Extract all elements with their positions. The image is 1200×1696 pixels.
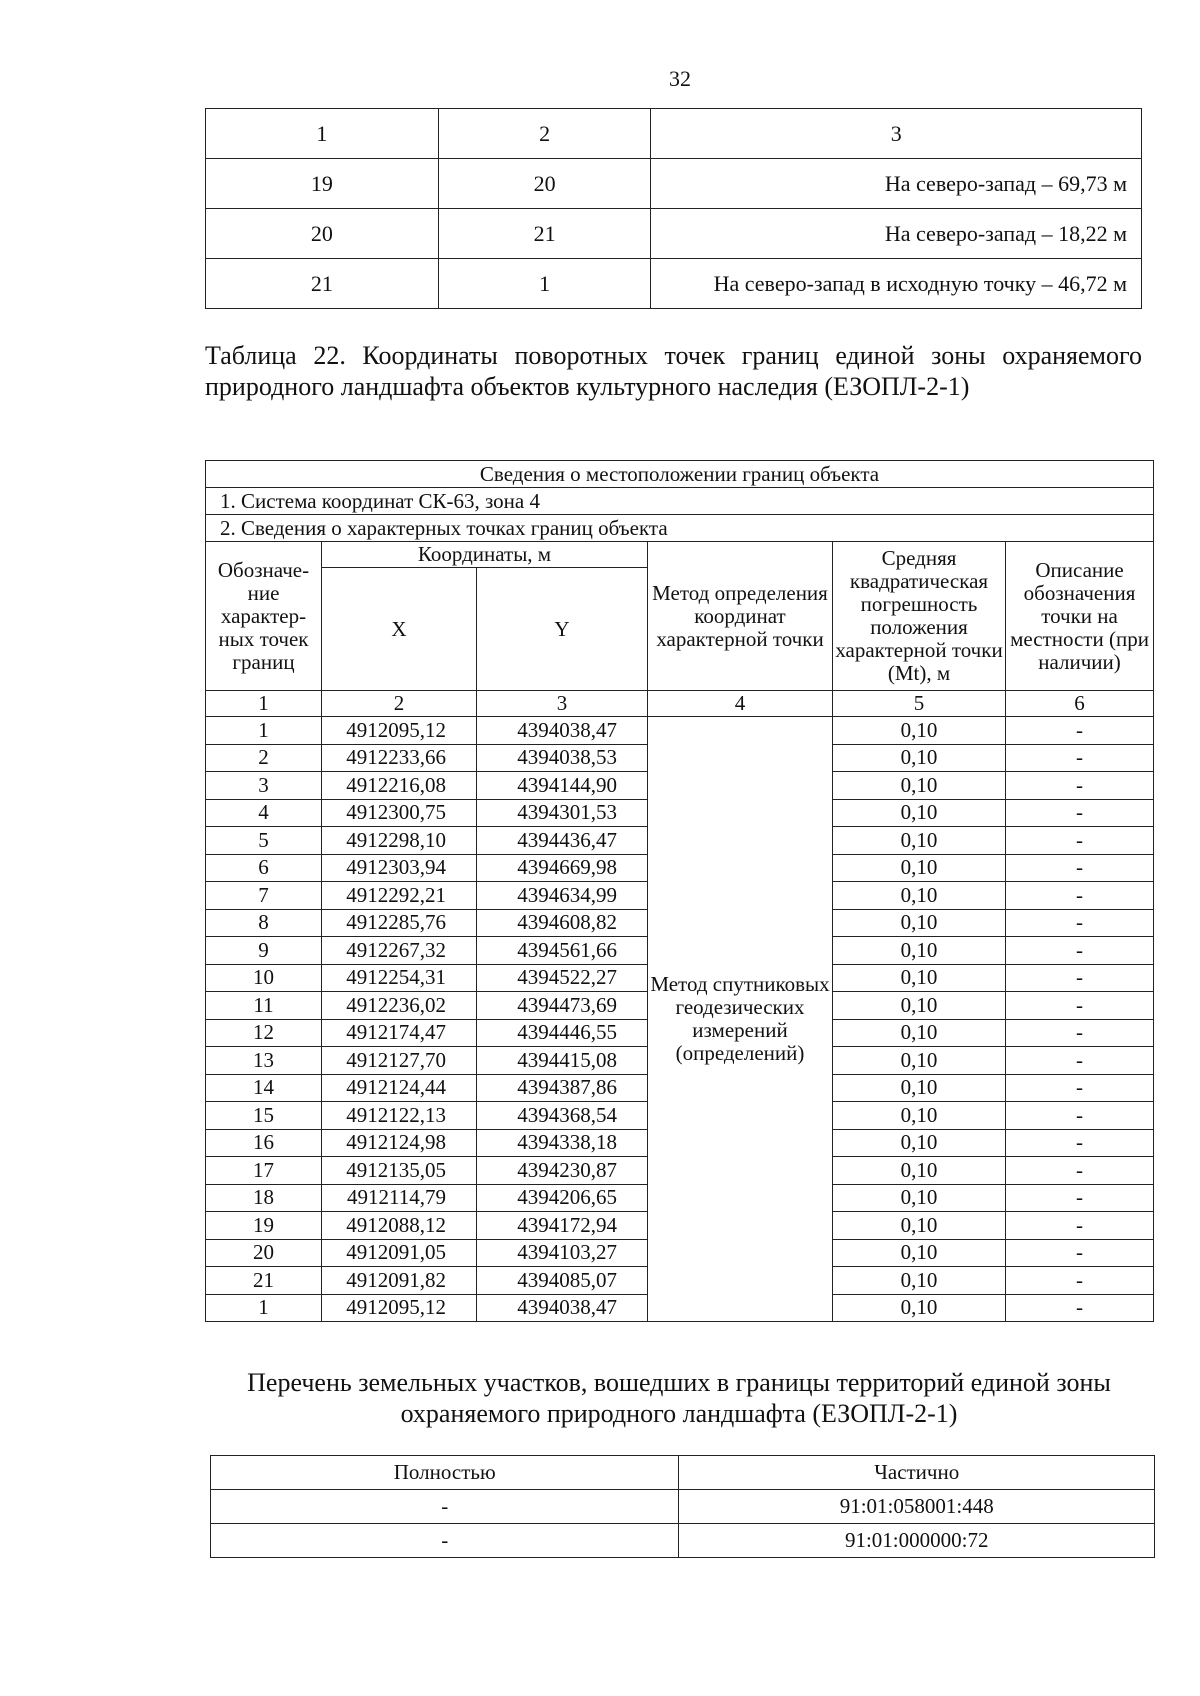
- mean-error: 0,10: [833, 744, 1006, 772]
- table-caption: Таблица 22. Координаты поворотных точек границ единой зоны охраняемого природного ландшафта объектов культурного наследия (ЕЗОПЛ-2-1): [205, 341, 1142, 401]
- coordinate-y: 4394446,55: [477, 1019, 648, 1047]
- point-description: -: [1006, 1074, 1154, 1102]
- top-table-cell: 1: [438, 259, 651, 309]
- top-table-cell: На северо-запад – 69,73 м: [651, 159, 1142, 209]
- point-description: -: [1006, 1047, 1154, 1075]
- coordinate-y: 4394436,47: [477, 827, 648, 855]
- coordinate-x: 4912095,12: [322, 717, 477, 745]
- coordinate-x: 4912233,66: [322, 744, 477, 772]
- point-number: 11: [206, 992, 322, 1020]
- point-description: -: [1006, 772, 1154, 800]
- plots-cell: 91:01:058001:448: [679, 1490, 1155, 1524]
- coordinate-y: 4394230,87: [477, 1157, 648, 1185]
- column-number-cell: 1: [206, 691, 322, 717]
- coordinate-y: 4394338,18: [477, 1129, 648, 1157]
- mean-error: 0,10: [833, 854, 1006, 882]
- coordinate-x: 4912114,79: [322, 1184, 477, 1212]
- coordinate-y: 4394206,65: [477, 1184, 648, 1212]
- header-coordinates: Координаты, м: [322, 542, 648, 568]
- point-number: 8: [206, 909, 322, 937]
- point-description: -: [1006, 1212, 1154, 1240]
- coordinate-y: 4394561,66: [477, 937, 648, 965]
- coordinate-x: 4912091,05: [322, 1239, 477, 1267]
- plots-cell: 91:01:000000:72: [679, 1524, 1155, 1558]
- point-description: -: [1006, 1157, 1154, 1185]
- mean-error: 0,10: [833, 717, 1006, 745]
- point-description: -: [1006, 882, 1154, 910]
- point-number: 20: [206, 1239, 322, 1267]
- plots-header-cell: Частично: [679, 1456, 1155, 1490]
- point-description: -: [1006, 799, 1154, 827]
- point-number: 4: [206, 799, 322, 827]
- point-description: -: [1006, 1267, 1154, 1295]
- point-number: 9: [206, 937, 322, 965]
- mean-error: 0,10: [833, 1129, 1006, 1157]
- coordinate-x: 4912095,12: [322, 1294, 477, 1322]
- column-number-cell: 2: [322, 691, 477, 717]
- mean-error: 0,10: [833, 909, 1006, 937]
- point-description: -: [1006, 992, 1154, 1020]
- coordinate-x: 4912124,98: [322, 1129, 477, 1157]
- boundary-description-table: [205, 108, 1142, 309]
- point-description: -: [1006, 1019, 1154, 1047]
- coordinate-x: 4912174,47: [322, 1019, 477, 1047]
- coordinate-x: 4912124,44: [322, 1074, 477, 1102]
- mean-error: 0,10: [833, 992, 1006, 1020]
- mean-error: 0,10: [833, 937, 1006, 965]
- coordinate-y: 4394144,90: [477, 772, 648, 800]
- point-number: 10: [206, 964, 322, 992]
- mean-error: 0,10: [833, 1212, 1006, 1240]
- coordinate-x: 4912300,75: [322, 799, 477, 827]
- coordinate-y: 4394038,47: [477, 1294, 648, 1322]
- point-number: 12: [206, 1019, 322, 1047]
- coordinate-x: 4912216,08: [322, 772, 477, 800]
- point-number: 16: [206, 1129, 322, 1157]
- plots-list-title: Перечень земельных участков, вошедших в границы территорий единой зоны охраняемого природного ландшафта (ЕЗОПЛ-2-1): [247, 1368, 1111, 1428]
- point-description: -: [1006, 1129, 1154, 1157]
- point-description: -: [1006, 1102, 1154, 1130]
- column-number-cell: 6: [1006, 691, 1154, 717]
- column-number-cell: 5: [833, 691, 1006, 717]
- land-plots-table: [210, 1455, 1155, 1558]
- point-description: -: [1006, 1239, 1154, 1267]
- coordinate-y: 4394634,99: [477, 882, 648, 910]
- top-table-header-cell: 1: [206, 109, 439, 159]
- mean-error: 0,10: [833, 1157, 1006, 1185]
- mean-error: 0,10: [833, 1239, 1006, 1267]
- coordinate-x: 4912236,02: [322, 992, 477, 1020]
- coordinates-table: [205, 460, 1154, 1322]
- point-description: -: [1006, 937, 1154, 965]
- top-table-cell: На северо-запад – 18,22 м: [651, 209, 1142, 259]
- coordinate-x: 4912292,21: [322, 882, 477, 910]
- plots-row: [211, 1490, 1155, 1524]
- point-description: -: [1006, 744, 1154, 772]
- coordinate-x: 4912088,12: [322, 1212, 477, 1240]
- top-table-cell: 21: [206, 259, 439, 309]
- point-description: -: [1006, 1294, 1154, 1322]
- top-table-row: [206, 159, 1142, 209]
- coordinate-y: 4394301,53: [477, 799, 648, 827]
- header-method: Метод определения координат характерной точки: [648, 542, 833, 691]
- coordinate-x: 4912298,10: [322, 827, 477, 855]
- point-number: 14: [206, 1074, 322, 1102]
- top-table-header-cell: 3: [651, 109, 1142, 159]
- mean-error: 0,10: [833, 1294, 1006, 1322]
- point-number: 13: [206, 1047, 322, 1075]
- coordinate-x: 4912267,32: [322, 937, 477, 965]
- coordinate-x: 4912303,94: [322, 854, 477, 882]
- header-y: Y: [477, 568, 648, 691]
- mean-error: 0,10: [833, 772, 1006, 800]
- mean-error: 0,10: [833, 1102, 1006, 1130]
- plots-row: [211, 1524, 1155, 1558]
- plots-header-cell: Полностью: [211, 1456, 679, 1490]
- point-number: 19: [206, 1212, 322, 1240]
- plots-header-row: [211, 1456, 1155, 1490]
- coordinate-y: 4394608,82: [477, 909, 648, 937]
- method-cell: Метод спутниковых геодезических измерений (определений): [648, 717, 833, 1322]
- point-number: 7: [206, 882, 322, 910]
- top-table-row: [206, 209, 1142, 259]
- coordinate-x: 4912091,82: [322, 1267, 477, 1295]
- point-number: 3: [206, 772, 322, 800]
- mean-error: 0,10: [833, 1047, 1006, 1075]
- point-description: -: [1006, 827, 1154, 855]
- point-number: 1: [206, 717, 322, 745]
- header-description: Описание обозначения точки на местности (при наличии): [1006, 542, 1154, 691]
- point-description: -: [1006, 964, 1154, 992]
- coordinate-y: 4394368,54: [477, 1102, 648, 1130]
- mean-error: 0,10: [833, 827, 1006, 855]
- top-table-cell: 20: [206, 209, 439, 259]
- info-title: Сведения о местоположении границ объекта: [206, 461, 1154, 488]
- top-table-cell: На северо-запад в исходную точку – 46,72 м: [651, 259, 1142, 309]
- top-table-header-row: [206, 109, 1142, 159]
- header-error: Средняя квадратическая погрешность положения характерной точки (Mt), м: [833, 542, 1006, 691]
- mean-error: 0,10: [833, 964, 1006, 992]
- column-numbers-row: [206, 691, 1154, 717]
- info-coordinate-system: 1. Система координат СК-63, зона 4: [206, 488, 1154, 515]
- mean-error: 0,10: [833, 1184, 1006, 1212]
- top-table-cell: 21: [438, 209, 651, 259]
- coordinate-y: 4394172,94: [477, 1212, 648, 1240]
- header-designation: Обозначе-ние характер-ных точек границ: [206, 542, 322, 691]
- coordinate-x: 4912127,70: [322, 1047, 477, 1075]
- coordinate-y: 4394103,27: [477, 1239, 648, 1267]
- plots-cell: -: [211, 1524, 679, 1558]
- point-description: -: [1006, 854, 1154, 882]
- coordinate-y: 4394387,86: [477, 1074, 648, 1102]
- coordinate-y: 4394038,47: [477, 717, 648, 745]
- point-number: 18: [206, 1184, 322, 1212]
- point-number: 15: [206, 1102, 322, 1130]
- mean-error: 0,10: [833, 882, 1006, 910]
- point-number: 21: [206, 1267, 322, 1295]
- point-number: 2: [206, 744, 322, 772]
- top-table-header-cell: 2: [438, 109, 651, 159]
- point-number: 6: [206, 854, 322, 882]
- point-number: 1: [206, 1294, 322, 1322]
- point-description: -: [1006, 1184, 1154, 1212]
- column-number-cell: 4: [648, 691, 833, 717]
- page-number: 32: [669, 66, 691, 91]
- info-characteristic-points: 2. Сведения о характерных точках границ объекта: [206, 515, 1154, 542]
- header-x: X: [322, 568, 477, 691]
- coordinate-x: 4912122,13: [322, 1102, 477, 1130]
- mean-error: 0,10: [833, 1074, 1006, 1102]
- point-number: 17: [206, 1157, 322, 1185]
- coordinate-x: 4912254,31: [322, 964, 477, 992]
- point-description: -: [1006, 717, 1154, 745]
- point-description: -: [1006, 909, 1154, 937]
- column-number-cell: 3: [477, 691, 648, 717]
- mean-error: 0,10: [833, 1267, 1006, 1295]
- mean-error: 0,10: [833, 799, 1006, 827]
- mean-error: 0,10: [833, 1019, 1006, 1047]
- coordinate-x: 4912135,05: [322, 1157, 477, 1185]
- coordinate-y: 4394415,08: [477, 1047, 648, 1075]
- coordinate-y: 4394473,69: [477, 992, 648, 1020]
- coordinate-y: 4394085,07: [477, 1267, 648, 1295]
- top-table-row: [206, 259, 1142, 309]
- coordinate-y: 4394669,98: [477, 854, 648, 882]
- coordinate-y: 4394522,27: [477, 964, 648, 992]
- point-number: 5: [206, 827, 322, 855]
- plots-cell: -: [211, 1490, 679, 1524]
- table-row: [206, 717, 1154, 745]
- top-table-cell: 19: [206, 159, 439, 209]
- coordinate-y: 4394038,53: [477, 744, 648, 772]
- coordinate-x: 4912285,76: [322, 909, 477, 937]
- top-table-cell: 20: [438, 159, 651, 209]
